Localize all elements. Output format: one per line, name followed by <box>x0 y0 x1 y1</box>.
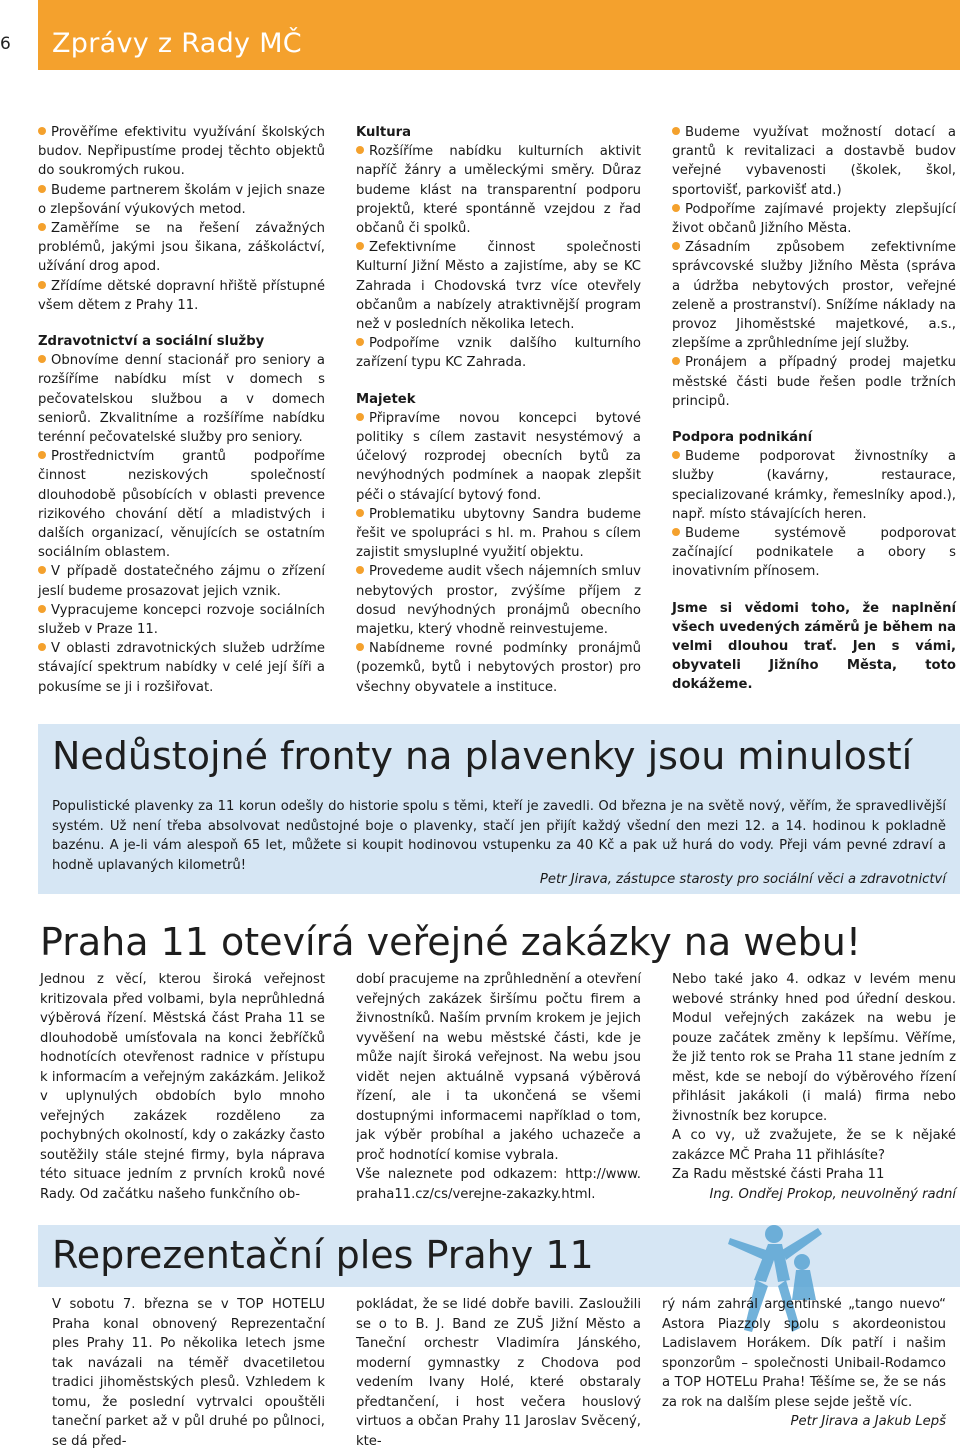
list-item: Zřídíme dětské dopravní hřiště přístupné všem dětem z Prahy 11. <box>38 278 325 313</box>
plavenky-article <box>38 724 960 894</box>
closing-statement: Jsme si vědomi toho, že naplnění všech uvedených záměrů je během na velmi dlouhou trať. Jen s vámi, obyvateli Jižního Města, toto dokážeme. <box>672 600 956 693</box>
bullet-icon <box>356 413 364 421</box>
bullet-icon <box>672 204 680 212</box>
section-heading: Majetek <box>356 391 416 407</box>
list-item: Nabídneme rovné podmínky pronájmů (pozemků, bytů i nebytových prostor) pro všechny obyvatele a instituce. <box>356 641 641 695</box>
signature-org: Za Radu městské části Praha 11 <box>672 1167 885 1182</box>
zakazky-column-2 <box>356 970 641 1204</box>
page-title: Zprávy z Rady MČ <box>52 28 302 59</box>
list-item: Pronájem a případný prodej majetku městské části bude řešen podle tržních principů. <box>672 355 956 409</box>
bullet-icon <box>356 146 364 154</box>
article-title: Praha 11 otevírá veřejné zakázky na webu! <box>40 920 862 964</box>
list-item: Zásadním způsobem zefektivníme správcovské služby Jižního Města (správa a údržba nebytových prostor, veřejné zeleně a prostranství). Snížíme náklady na provoz Jihoměstské majetkové, a.s., zlepšíme a zprůhledníme její služby. <box>672 240 956 352</box>
list-item: Prostřednictvím grantů podpoříme činnost neziskových společností dlouhodobě působících v oblasti prevence rizikového chování dětí a mladistvých i dalších organizací, věnujících se ostatním sociálním oblastem. <box>38 449 325 561</box>
bullet-icon <box>672 127 680 135</box>
list-item: Prověříme efektivitu využívání školských budov. Nepřipustíme prodej těchto objektů do soukromých rukou. <box>38 125 325 179</box>
ples-column-2 <box>356 1295 641 1451</box>
section-heading: Podpora podnikání <box>672 430 813 446</box>
list-item: Zefektivníme činnost společnosti Kulturní Jižní Město a zajistíme, aby se KC Zahrada i Chodovská tvrz více otevřely občanům a nabízely atraktivnější program než v posledních několika letech. <box>356 240 641 333</box>
list-item: Budeme podporovat živnostníky a služby (kavárny, restaurace, specializované krámky, řemeslníky apod.), např. místo stávajících heren. <box>672 449 956 522</box>
bullet-icon <box>38 643 46 651</box>
list-item: Rozšíříme nabídku kulturních aktivit napříč žánry a uměleckými směry. Důraz budeme klást na transparentní podporu projektů, které spontánně vzejdou z řad občanů či spolků. <box>356 144 641 237</box>
bullet-icon <box>356 566 364 574</box>
bullet-icon <box>356 242 364 250</box>
zakazky-column-1 <box>40 970 325 1204</box>
bullet-icon <box>356 509 364 517</box>
bullet-icon <box>356 338 364 346</box>
list-item: Vypracujeme koncepci rozvoje sociálních služeb v Praze 11. <box>38 602 325 638</box>
bullet-icon <box>672 528 680 536</box>
ples-column-1 <box>52 1295 325 1451</box>
list-item: Provedeme audit všech nájemních smluv nebytových prostor, zvýšíme příjem z dosud nevýhodných pronájmů obecního majetku, který vhodně reinvestujeme. <box>356 564 641 638</box>
bullet-icon <box>38 185 46 193</box>
list-item: Podpoříme vznik dalšího kulturního zařízení typu KC Zahrada. <box>356 336 641 371</box>
article-signature: Petr Jirava, zástupce starosty pro sociální věci a zdravotnictví <box>539 872 946 887</box>
bullet-icon <box>38 127 46 135</box>
section-heading: Zdravotnictví a sociální služby <box>38 334 265 350</box>
list-item: V případě dostatečného zájmu o zřízení jeslí budeme prosazovat jejich vznik. <box>38 564 325 599</box>
paragraph: A co vy, už zvažujete, že se k nějaké zakázce MČ Praha 11 přihlásíte? <box>672 1128 956 1163</box>
page-number: 6 <box>0 34 11 54</box>
paragraph: pokládat, že se lidé dobře bavili. Zasloužili se o to B. J. Band ze ZUŠ Jižní Město a Taneční orchestr Vladimíra Jánského, moderní gymnastky z Chodova pod vedením Ivany Holé, které obstaraly předtančení, i host večera houslový virtuos a občan Prahy 11 Jaroslav Svěcený, kte- <box>356 1297 641 1449</box>
paragraph: dobí pracujeme na zprůhlednění a otevření veřejných zakázek širšímu počtu firem a živnostníků. Naším prvním krokem je jejich vyvěšení na webu městské části, kde je může najít široká veřejnost. Na webu jsou vidět nejen aktuálně vypsaná výběrová řízení, ale i ta ukončená se všemi dostupnými informacemi například o tom, jak výběr probíhal a jakého uchazeče a proč hodnotící komise vybrala. <box>356 972 641 1163</box>
zakazky-column-3 <box>672 970 956 1204</box>
paragraph: Nebo také jako 4. odkaz v levém menu webové stránky hned pod úřední deskou. Modul veřejných zakázek na webu je pouze začátek změny k lepšímu. Věříme, že již tento rok se Praha 11 stane jedním z měst, kde se nebojí do výběrového řízení přihlásit jakákoli (i malá) firma nebo živnostník bez korupce. <box>672 972 956 1124</box>
article-title: Nedůstojné fronty na plavenky jsou minulostí <box>52 734 913 778</box>
paragraph: V sobotu 7. března se v TOP HOTELU Praha konal obnovený Reprezentační ples Prahy 11. Po několika letech jsme tak navázali na téměř dvacetiletou tradici jihoměstských plesů. Vzhledem k tomu, že poslední vytrvalci opouštěli taneční parket až v půl druhé po půlnoci, se dá před- <box>52 1297 325 1449</box>
bullet-icon <box>672 357 680 365</box>
bullet-icon <box>38 355 46 363</box>
list-item: Budeme systémově podporovat začínající podnikatele a obory s inovativním přínosem. <box>672 526 956 580</box>
list-item: Zaměříme se na řešení závažných problémů, jakými jsou šikana, záškoláctví, užívání drog apod. <box>38 221 325 275</box>
header-bar <box>38 0 960 70</box>
list-item: Budeme využívat možností dotací a grantů k revitalizaci a dostavbě budov veřejné vybavenosti (školek, škol, sportovišť, parkovišť atd.) <box>672 125 956 198</box>
article-body: Populistické plavenky za 11 korun odešly do historie spolu s těmi, kteří je zavedli. Od března je na světě nový, věřím, že spravedlivější systém. Už není třeba absolvovat nedůstojné boje o plavenky, stačí jen přijít každý všední den mezi 12. a 14. hodinou k pokladně bazénu. A je-li vám alespoň 65 let, můžete si koupit hodinovou vstupenku za 40 Kč a pak už hurá do vody. Přeji vám pevné zdraví a hodně uplavaných kilometrů! <box>52 799 946 873</box>
paragraph: rý nám zahrál argentinské „tango nuevo“ Astora Piazzoly spolu s akordeonistou Ladislavem Horákem. Dík patří i našim sponzorům – společnosti Unibail-Rodamco a TOP HOTELu Praha! Těšíme se, že se nás za rok na dalším plese sejde ještě víc. <box>662 1297 946 1410</box>
bullet-icon <box>38 605 46 613</box>
bullet-icon <box>38 451 46 459</box>
column-3 <box>672 123 956 695</box>
bullet-icon <box>38 281 46 289</box>
list-item: Budeme partnerem školám v jejich snaze o zlepšování výukových metod. <box>38 182 325 217</box>
list-item: Podpoříme zajímavé projekty zlepšující život občanů Jižního Města. <box>672 201 956 237</box>
bullet-icon <box>672 451 680 459</box>
bullet-icon <box>38 566 46 574</box>
ples-column-3 <box>662 1295 946 1432</box>
list-item: Problematiku ubytovny Sandra budeme řešit ve spolupráci s hl. m. Prahou s cílem zajistit smysluplné využití objektu. <box>356 506 641 561</box>
column-1 <box>38 123 325 697</box>
column-2 <box>356 123 641 697</box>
section-heading: Kultura <box>356 125 411 140</box>
bullet-icon <box>356 643 364 651</box>
article-title: Reprezentační ples Prahy 11 <box>52 1233 594 1277</box>
article-signature: Petr Jirava a Jakub Lepš <box>790 1414 946 1429</box>
list-item: Připravíme novou koncepci bytové politiky s cílem zastavit nesystémový a účelový rozprodej obecních bytů za nevýhodných podmínek a naopak zlepšit péči o stávající bytový fond. <box>356 410 641 503</box>
bullet-icon <box>672 242 680 250</box>
bullet-icon <box>38 223 46 231</box>
web-link-text: Vše naleznete pod odkazem: http://www. praha11.cz/cs/verejne-zakazky.html. <box>356 1167 641 1202</box>
list-item: V oblasti zdravotnických služeb udržíme stávající spektrum nabídky v celé její šíři a pokusíme se ji i rozšiřovat. <box>38 641 325 695</box>
paragraph: Jednou z věcí, kterou široká veřejnost kritizovala před volbami, byla neprůhledná výběrová řízení. Městská část Praha 11 se dlouhodobě umísťovala na konci žebříčků hodnotících otevřenost radnice v přístupu k informacím a veřejným zakázkám. Jelikož v uplynulých obdobích bylo mnoho veřejných zakázek rozděleno za pochybných okolností, kdy o zakázky často soutěžily stále stejné firmy, byla náprava této situace jedním z prvních kroků nové Rady. Od začátku našeho funkčního ob- <box>40 972 325 1202</box>
article-signature: Ing. Ondřej Prokop, neuvolněný radní <box>709 1186 956 1202</box>
list-item: Obnovíme denní stacionář pro seniory a rozšíříme nabídku míst v domech s pečovatelskou službou a v domech seniorů. Zkvalitníme a rozšíříme nabídku terénní pečovatelské služby pro seniory. <box>38 353 325 446</box>
